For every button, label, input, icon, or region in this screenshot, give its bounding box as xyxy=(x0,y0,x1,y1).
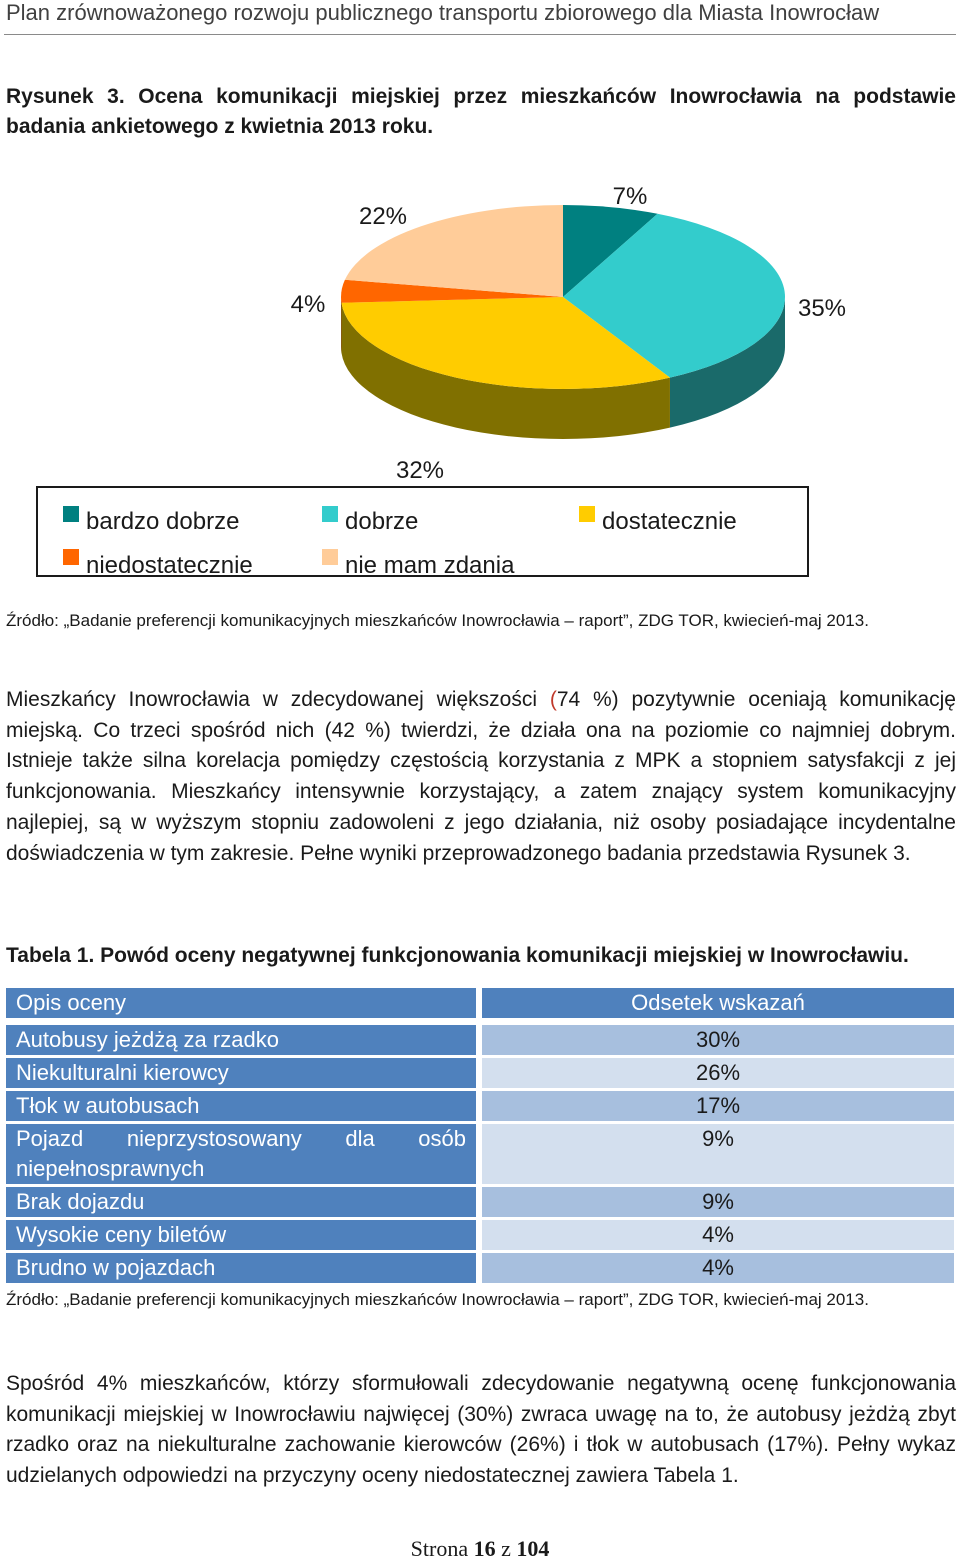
header-divider xyxy=(4,34,956,35)
document-header: Plan zrównoważonego rozwoju publicznego transportu zbiorowego dla Miasta Inowrocław xyxy=(6,0,880,25)
pie-label-bardzo-dobrze: 7% xyxy=(612,183,648,210)
pie-label-niedostatecznie: 4% xyxy=(290,291,326,318)
legend-swatch-nie-mam-zdania xyxy=(322,549,338,565)
footer-page-total: 104 xyxy=(516,1536,550,1561)
legend-label-dobrze: dobrze xyxy=(345,508,419,535)
pie-label-dostatecznie: 32% xyxy=(395,457,445,484)
paragraph-text: 74 %) pozytywnie oceniają komunikację miejską. Co trzeci spośród nich (42 %) twierdzi, że działa ona na poziomie co najmniej dobrym. Istnieje także silna korelacja pomiędzy częstością korzystania z MPK a stopniem satysfakcji z jej funkcjonowania. Mieszkańcy intensywnie korzystający, a zatem znający system komunikacyjny najlepiej, są w wyższym stopniu zadowoleni z jego działania, niż osoby posiadające incydentalne doświadczenia w tym zakresie. Pełne wyniki przeprowadzonego badania przedstawia Rysunek 3. xyxy=(6,688,956,865)
pie-label-dobrze: 35% xyxy=(797,295,847,322)
pie-chart xyxy=(0,170,960,490)
legend-label-niedostatecznie: niedostatecznie xyxy=(86,552,253,579)
chart-legend xyxy=(36,486,809,577)
paragraph-text: Mieszkańcy Inowrocławia w zdecydowanej większości xyxy=(6,688,550,711)
legend-swatch-dostatecznie xyxy=(579,506,595,522)
legend-label-bardzo-dobrze: bardzo dobrze xyxy=(86,508,240,535)
table-row-value: 4% xyxy=(482,1220,954,1250)
legend-label-nie-mam-zdania: nie mam zdania xyxy=(345,552,515,579)
figure-caption: Rysunek 3. Ocena komunikacji miejskiej przez mieszkańców Inowrocławia na podstawie badania ankietowego z kwietnia 2013 roku. xyxy=(6,85,956,138)
pie-label-nie-mam-zdania: 22% xyxy=(358,203,408,230)
source-note-figure: Źródło: „Badanie preferencji komunikacyjnych mieszkańców Inowrocławia – raport”, ZDG TOR, kwiecień-maj 2013. xyxy=(6,611,869,630)
table-row-value: 26% xyxy=(482,1058,954,1088)
table-row-label: Autobusy jeżdżą za rzadko xyxy=(6,1025,476,1055)
table-header-description: Opis oceny xyxy=(6,988,476,1018)
legend-label-dostatecznie: dostatecznie xyxy=(602,508,737,535)
table-caption: Tabela 1. Powód oceny negatywnej funkcjonowania komunikacji miejskiej w Inowrocławiu. xyxy=(6,944,909,967)
footer-prefix: Strona xyxy=(410,1536,469,1561)
source-note-table: Źródło: „Badanie preferencji komunikacyjnych mieszkańców Inowrocławia – raport”, ZDG TOR, kwiecień-maj 2013. xyxy=(6,1290,869,1309)
table-row-label: Wysokie ceny biletów xyxy=(6,1220,476,1250)
table-row-value: 9% xyxy=(482,1187,954,1217)
table-row-value: 4% xyxy=(482,1253,954,1283)
table-header-percentage: Odsetek wskazań xyxy=(482,988,954,1018)
footer-separator: z xyxy=(501,1536,511,1561)
paragraph-red-bracket: ( xyxy=(549,688,557,711)
table-row-label: Brak dojazdu xyxy=(6,1187,476,1217)
footer-page-number: 16 xyxy=(473,1536,496,1561)
table-row-label: Brudno w pojazdach xyxy=(6,1253,476,1283)
table-row-label: Pojazd nieprzystosowany dla osób niepełnosprawnych xyxy=(6,1124,476,1184)
page-footer xyxy=(0,1536,960,1562)
table-row-value: 30% xyxy=(482,1025,954,1055)
table-row-label: Niekulturalni kierowcy xyxy=(6,1058,476,1088)
legend-swatch-niedostatecznie xyxy=(63,549,79,565)
paragraph-figure-summary xyxy=(6,685,956,869)
legend-swatch-bardzo-dobrze xyxy=(63,506,79,522)
table-row-label: Tłok w autobusach xyxy=(6,1091,476,1121)
table-row-value: 9% xyxy=(482,1124,954,1184)
legend-swatch-dobrze xyxy=(322,506,338,522)
paragraph-table-summary: Spośród 4% mieszkańców, którzy sformułowali zdecydowanie negatywną ocenę funkcjonowania komunikacji miejskiej w Inowrocławiu najwięcej (30%) zwraca uwagę na to, że autobusy jeżdżą zbyt rzadko oraz na niekulturalne zachowanie kierowców (26%) i tłok w autobusach (17%). Pełny wykaz udzielanych odpowiedzi na przyczyny oceny niedostatecznej zawiera Tabela 1. xyxy=(6,1372,956,1488)
table-row-value: 17% xyxy=(482,1091,954,1121)
pie-slices xyxy=(341,205,785,389)
